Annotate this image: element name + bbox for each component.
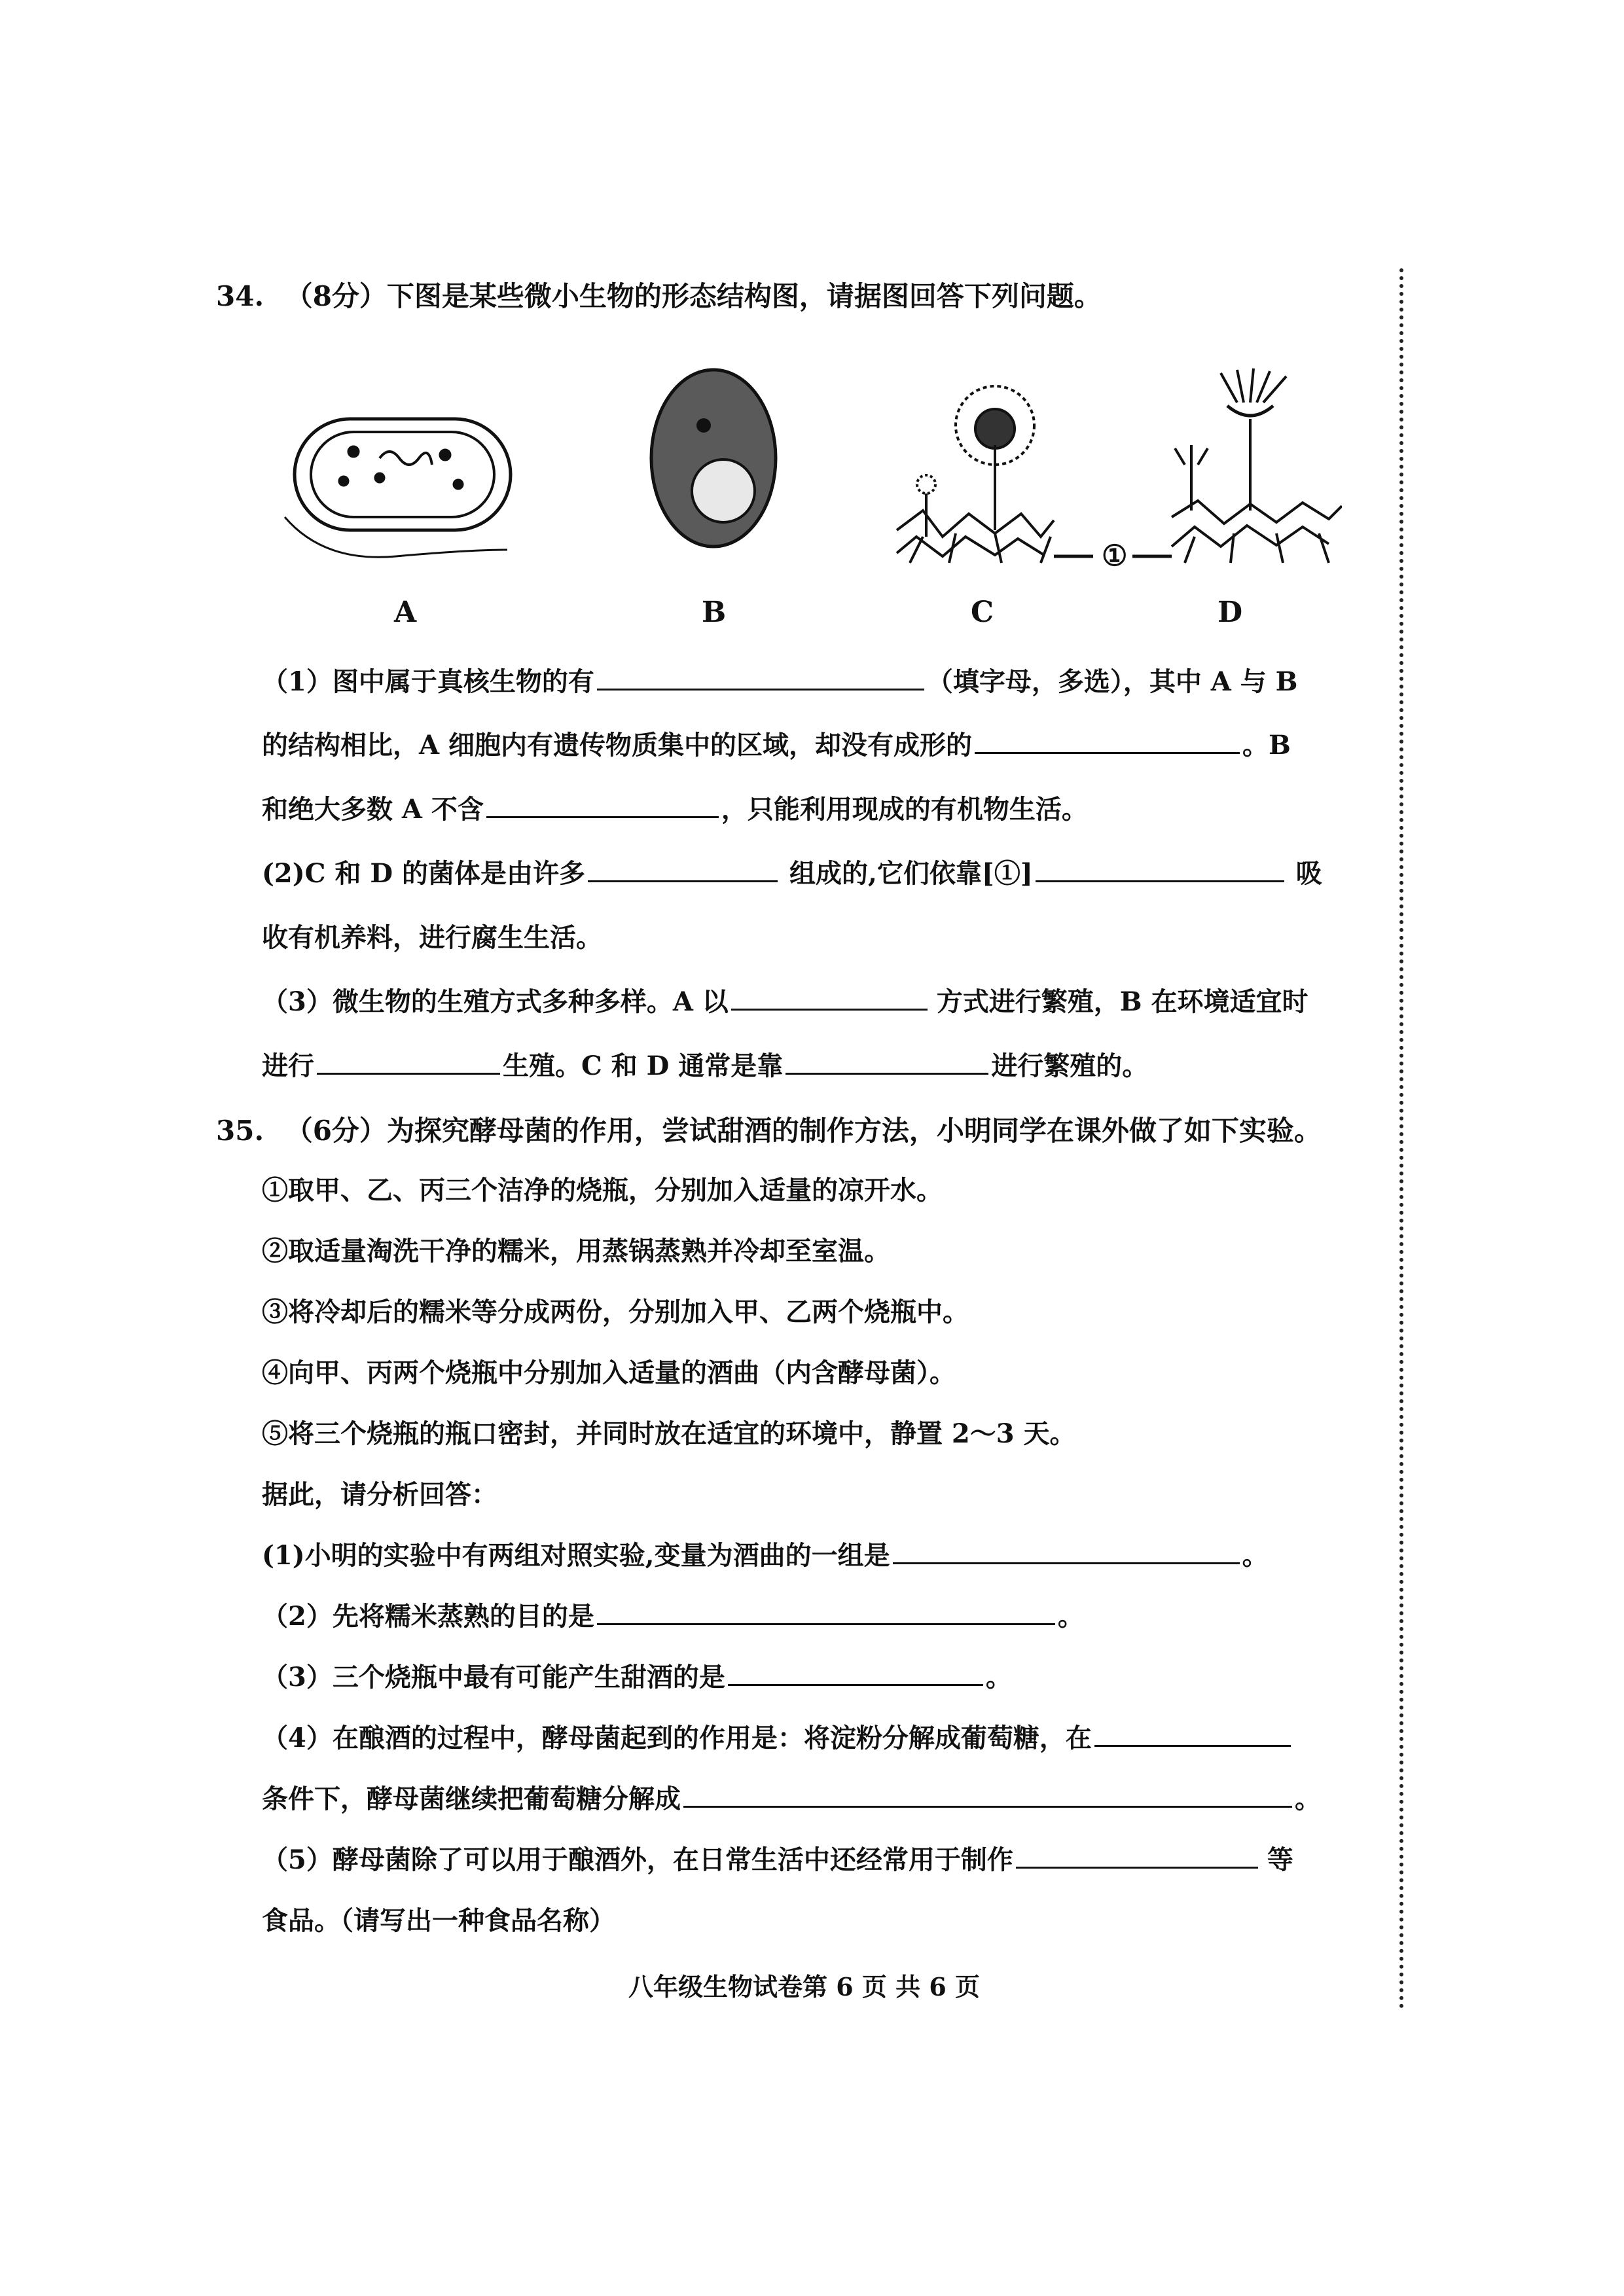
q34-p2-text-c: 吸 <box>1295 858 1322 889</box>
q35-s4-text-b: 条件下，酵母菌继续把葡萄糖分解成 <box>262 1784 681 1814</box>
page-footer: 八年级生物试卷第 6 页 共 6 页 <box>628 1972 981 2001</box>
q35-sub2 <box>262 1596 1084 1633</box>
q35-s3-text-b: 。 <box>985 1662 1012 1693</box>
q35-s1-text-b: 。 <box>1242 1540 1269 1571</box>
q35-sub5-line1 <box>262 1839 1293 1876</box>
q34-p1-text-a: （1）图中属于真核生物的有 <box>262 666 594 697</box>
q34-p1-text-b: （填字母，多选），其中 A 与 B <box>926 666 1298 697</box>
answer-blank-chloroplast[interactable] <box>486 794 719 818</box>
q34-p1-text-f: ，只能利用现成的有机物生活。 <box>721 794 1088 825</box>
answer-blank-reproduction-cd[interactable] <box>785 1050 988 1075</box>
q34-part1-line3 <box>262 789 1088 826</box>
answer-blank-condition[interactable] <box>1094 1723 1291 1747</box>
q34-p1-text-c: 的结构相比，A 细胞内有遗传物质集中的区域，却没有成形的 <box>262 730 972 761</box>
answer-blank-nucleus[interactable] <box>975 730 1240 754</box>
q35-s2-text-b: 。 <box>1057 1601 1084 1632</box>
q34-p3-text-c: 进行 <box>262 1050 314 1081</box>
q34-p3-text-d: 生殖。C 和 D 通常是靠 <box>503 1050 784 1081</box>
answer-blank-eukaryotes[interactable] <box>597 666 924 691</box>
binding-dotted-line <box>1399 268 1403 2009</box>
q35-header <box>216 1109 1322 1149</box>
q34-p3-text-a: （3）微生物的生殖方式多种多样。A 以 <box>262 986 729 1017</box>
q34-part1-line1 <box>262 661 1297 698</box>
q34-header <box>216 275 1102 314</box>
figure-label-d: D <box>1218 596 1243 629</box>
microorganism-diagram <box>281 367 1342 589</box>
q34-part1-line2 <box>262 725 1291 762</box>
answer-blank-cells[interactable] <box>588 858 778 882</box>
q34-p3-text-e: 进行繁殖的。 <box>991 1050 1149 1081</box>
q34-part3-line1 <box>262 981 1308 1018</box>
q34-p2-text-a: (2)C 和 D 的菌体是由许多 <box>262 858 585 889</box>
figure-label-c: C <box>971 596 994 629</box>
answer-blank-hyphae[interactable] <box>1036 858 1284 882</box>
q34-p1-text-e: 和绝大多数 A 不含 <box>262 794 484 825</box>
q35-prompt: 据此，请分析回答： <box>262 1479 497 1510</box>
q35-sub1 <box>262 1535 1269 1572</box>
figure-a-bacterium <box>285 419 511 557</box>
q35-sub5-line2: 食品。（请写出一种食品名称） <box>262 1905 615 1936</box>
answer-blank-reproduction-a[interactable] <box>731 986 928 1011</box>
marker-text: ① <box>1102 539 1128 573</box>
q35-s5-text-b: 等 <box>1267 1844 1293 1875</box>
q35-s4-text-c: 。 <box>1295 1784 1321 1814</box>
q34-part2-line1 <box>262 853 1322 890</box>
answer-blank-control-group[interactable] <box>893 1540 1240 1564</box>
q35-s4-text-a: （4）在酿酒的过程中，酵母菌起到的作用是：将淀粉分解成葡萄糖，在 <box>262 1723 1092 1753</box>
hyphae-marker <box>1102 539 1172 573</box>
q34-p3-text-b: 方式进行繁殖，B 在环境适宜时 <box>936 986 1308 1017</box>
q35-number: 35. <box>216 1115 264 1147</box>
figure-label-b: B <box>702 596 727 629</box>
figure-c-mould <box>897 386 1093 563</box>
answer-blank-food[interactable] <box>1016 1844 1258 1869</box>
q35-step-1: ①取甲、乙、丙三个洁净的烧瓶，分别加入适量的凉开水。 <box>262 1175 943 1206</box>
q35-step-2: ②取适量淘洗干净的糯米，用蒸锅蒸熟并冷却至室温。 <box>262 1236 890 1266</box>
q34-stem: （8分）下图是某些微小生物的形态结构图，请据图回答下列问题。 <box>285 280 1102 312</box>
answer-blank-products[interactable] <box>683 1784 1292 1808</box>
q35-s5-text-a: （5）酵母菌除了可以用于酿酒外，在日常生活中还经常用于制作 <box>262 1844 1013 1875</box>
q35-sub3 <box>262 1657 1012 1694</box>
q34-p2-text-b: 组成的,它们依靠[①] <box>789 858 1033 889</box>
q35-s1-text-a: (1)小明的实验中有两组对照实验,变量为酒曲的一组是 <box>262 1540 890 1571</box>
q34-number: 34. <box>216 280 264 312</box>
answer-blank-reproduction-b[interactable] <box>317 1050 500 1075</box>
q35-sub4-line2 <box>262 1778 1321 1816</box>
q35-step-3: ③将冷却后的糯米等分成两份，分别加入甲、乙两个烧瓶中。 <box>262 1297 969 1327</box>
q35-sub4-line1 <box>262 1717 1293 1755</box>
q35-step-4: ④向甲、丙两个烧瓶中分别加入适量的酒曲（内含酵母菌）。 <box>262 1357 956 1388</box>
q35-stem: （6分）为探究酵母菌的作用，尝试甜酒的制作方法，小明同学在课外做了如下实验。 <box>285 1115 1322 1147</box>
q35-s2-text-a: （2）先将糯米蒸熟的目的是 <box>262 1601 594 1632</box>
q34-part2-line2: 收有机养料，进行腐生生活。 <box>262 922 602 953</box>
answer-blank-steam-purpose[interactable] <box>597 1601 1055 1625</box>
answer-blank-flask[interactable] <box>728 1662 983 1686</box>
figure-b-yeast <box>651 370 776 547</box>
q34-part3-line2 <box>262 1045 1148 1083</box>
q35-step-5: ⑤将三个烧瓶的瓶口密封，并同时放在适宜的环境中，静置 2～3 天。 <box>262 1418 1076 1449</box>
q35-s3-text-a: （3）三个烧瓶中最有可能产生甜酒的是 <box>262 1662 725 1693</box>
q34-p1-text-d: 。B <box>1242 730 1291 761</box>
figure-d-mould <box>1172 368 1342 563</box>
figure-label-a: A <box>394 596 417 629</box>
